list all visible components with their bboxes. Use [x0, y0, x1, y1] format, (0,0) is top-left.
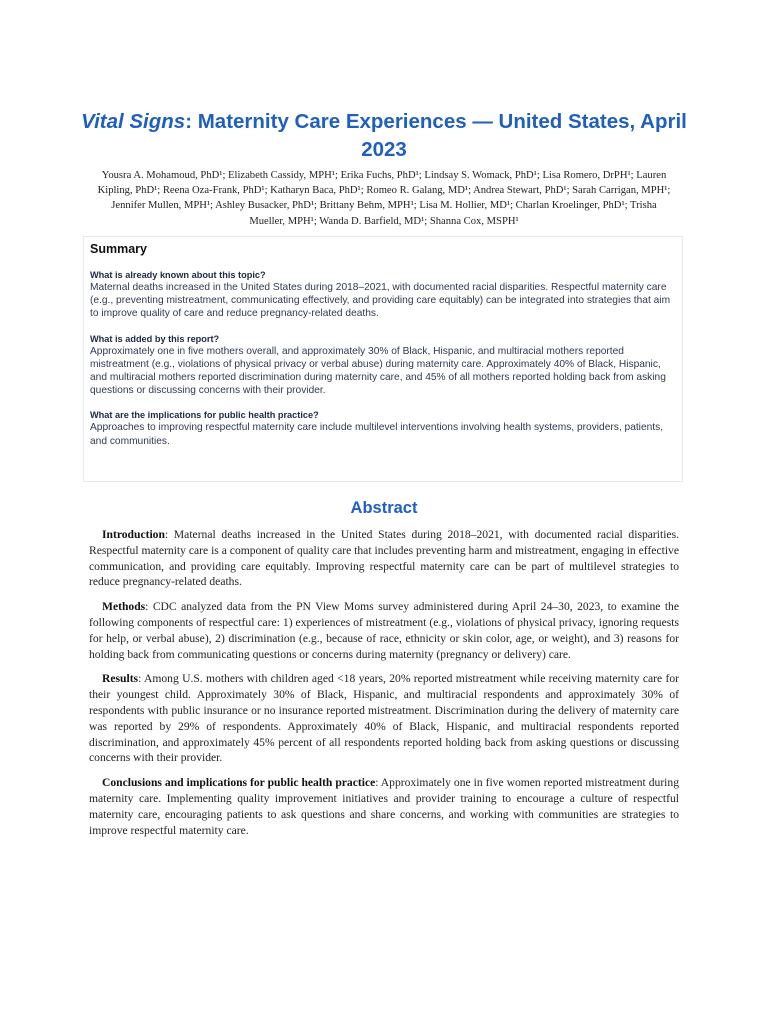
abstract-introduction-label: Introduction [102, 528, 165, 541]
abstract-results-text: : Among U.S. mothers with children aged <18 years, 20% reported mistreatment while receiving maternity care for their youngest child. Approximately 30% of Black, Hispanic, and multiracial respondents and approximately 30% of respondents with public insurance or no insurance reported mistreatment. Discrimination during the delivery of maternity care was reported by 29% of respondents. Approximately 40% of Black, Hispanic, and multiracial respondents reported discrimination, and approximately 45% percent of all respondents reported holding back from asking questions or discussing concerns with their provider. [89, 672, 679, 765]
summary-heading: Summary [90, 242, 147, 256]
abstract-methods [89, 599, 679, 662]
abstract-introduction [89, 527, 679, 590]
summary-answer-implications: Approaches to improving respectful maternity care include multilevel interventions involving health systems, providers, patients, and communities. [90, 422, 664, 447]
summary-answer-known: Maternal deaths increased in the United States during 2018–2021, with documented racial disparities. Respectful maternity care (e.g., preventing mistreatment, communicating effectively, and providing care equitably) can be integrated into strategies that aim to improve quality of care and reduce pregnancy-related deaths. [90, 282, 671, 320]
summary-question-known: What is already known about this topic? [90, 270, 266, 280]
abstract-body [89, 527, 679, 847]
abstract-results [89, 671, 679, 766]
abstract-conclusions-label: Conclusions and implications for public health practice [102, 776, 376, 790]
author-list: Yousra A. Mohamoud, PhD¹; Elizabeth Cassidy, MPH¹; Erika Fuchs, PhD¹; Lindsay S. Womack, PhD¹; Lisa Romero, DrPH¹; Lauren Kipling, PhD¹; Reena Oza-Frank, PhD¹; Katharyn Baca, PhD¹; Romeo R. Galang, MD¹; Andrea Stewart, PhD¹; Sarah Carrigan, MPH¹; Jennifer Mullen, MPH¹; Ashley Busacker, PhD¹; Brittany Behm, MPH¹; Lisa M. Hollier, MD¹; Charlan Kroelinger, PhD¹; Trisha Mueller, MPH¹; Wanda D. Barfield, MD¹; Shanna Cox, MSPH¹ [97, 170, 671, 227]
abstract-conclusions-text: : Approximately one in five women reported mistreatment during maternity care. Implementing quality improvement initiatives and provider training to encourage a culture of respectful maternity care, encouraging patients to ask questions and share concerns, and working with communities are strategies to improve respectful maternity care. [89, 776, 679, 837]
summary-box [83, 236, 683, 482]
summary-answer-added: Approximately one in five mothers overall, and approximately 30% of Black, Hispanic, and multiracial mothers reported mistreatment (e.g., violations of physical privacy or verbal abuse) during maternity care. Approximately 40% of Black, Hispanic, and multiracial mothers reported discrimination during maternity care, and 45% of all mothers reported holding back from asking questions or discussing concerns with their provider. [90, 345, 666, 397]
title-italic: Vital Signs [81, 110, 186, 133]
summary-question-implications: What are the implications for public health practice? [90, 410, 319, 421]
abstract-heading: Abstract [350, 499, 418, 517]
title-rest: : Maternity Care Experiences — United States, April 2023 [185, 110, 687, 161]
abstract-methods-text: : CDC analyzed data from the PN View Moms survey administered during April 24–30, 2023, to examine the following components of respectful care: 1) experiences of mistreatment (e.g., violations of physical privacy, ignoring requests for help, or verbal abuse), 2) discrimination (e.g., because of race, ethnicity or skin color, age, or weight), and 3) reasons for holding back from communicating questions or concerns during maternity (pregnancy or delivery) care. [89, 600, 679, 661]
abstract-introduction-text: : Maternal deaths increased in the United States during 2018–2021, with documented racial disparities. Respectful maternity care is a component of quality care that includes preventing harm and mistreatment, engaging in effective communication, and providing care equitably. Improving respectful maternity care can be part of multilevel strategies to reduce pregnancy-related deaths. [89, 528, 679, 589]
summary-question-added: What is added by this report? [90, 333, 220, 344]
abstract-conclusions [89, 775, 679, 838]
abstract-methods-label: Methods [102, 600, 146, 614]
page-title [70, 108, 698, 164]
abstract-results-label: Results [102, 672, 139, 686]
